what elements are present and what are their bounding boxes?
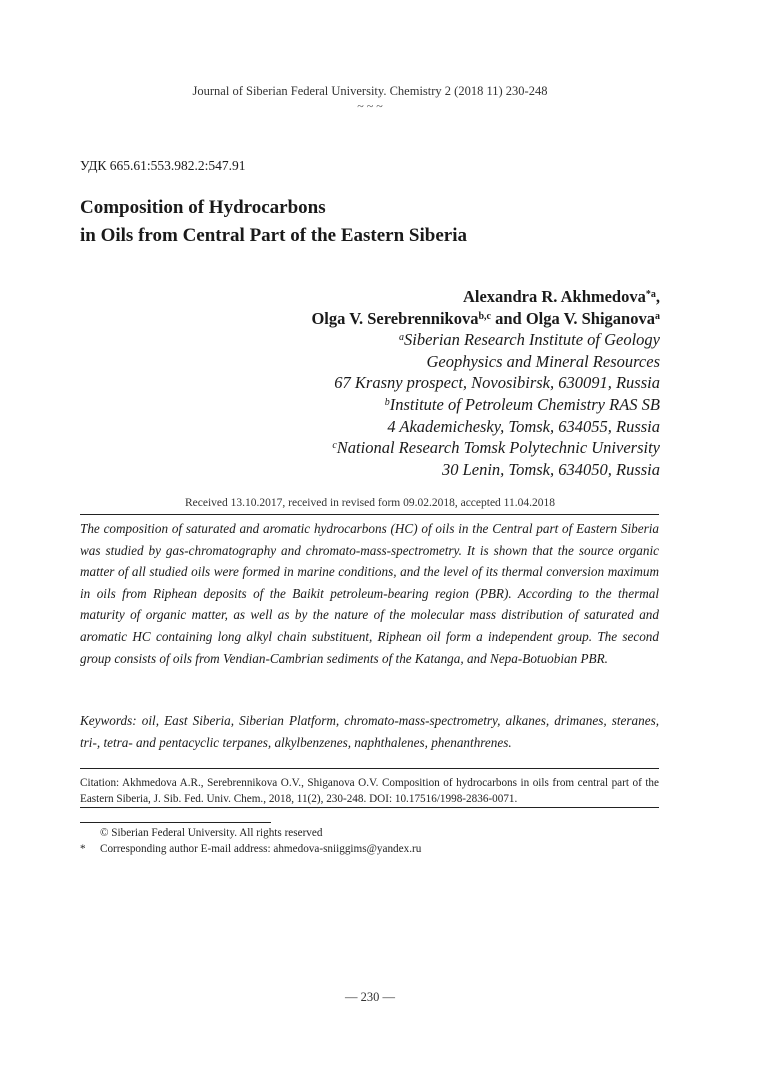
footnote-star: * bbox=[80, 842, 86, 855]
received-dates: Received 13.10.2017, received in revised form 09.02.2018, accepted 11.04.2018 bbox=[184, 497, 556, 509]
citation-top-rule bbox=[80, 768, 659, 769]
citation-bottom-rule bbox=[80, 807, 659, 808]
header-separator: ~ ~ ~ bbox=[357, 99, 383, 113]
author-name-akhmedova: Alexandra R. Akhmedova bbox=[462, 287, 646, 306]
abstract-top-rule bbox=[80, 514, 659, 515]
author-comma: , bbox=[655, 287, 660, 306]
affiliation-c-line-1 bbox=[311, 437, 660, 459]
author-name-shiganova: and Olga V. Shiganova bbox=[490, 308, 655, 328]
abstract-text: The composition of saturated and aromatic hydrocarbons (HC) of oils in the Central part of Eastern Siberia was studied by gas-chromatography and chromato-mass-spectrometry. It is shown that the source organic matter of all studied oils were formed in marine conditions, and the level of its thermal conversion maximum in oils from Riphean deposits of the Baikit petroleum-bearing region (PBR). According to the thermal maturity of organic matter, as well as by the nature of the molecular mass distribution of saturated and aromatic HC containing long alkyl chain substituent, Riphean oil form a independent group. The second group consists of oils from Vendian-Cambrian sediments of the Katanga, and Nepa-Botuobian PBR. bbox=[80, 521, 659, 666]
affiliation-c-mark: c bbox=[332, 440, 337, 452]
affiliation-c-name: National Research Tomsk Polytechnic University bbox=[336, 438, 660, 458]
journal-line: Journal of Siberian Federal University. Chemistry 2 (2018 11) 230-248 bbox=[192, 84, 548, 98]
author-line-1 bbox=[311, 286, 660, 308]
keywords-text: Keywords: oil, East Siberia, Siberian Platform, chromato-mass-spectrometry, alkanes, drimanes, steranes, tri-, tetra- and pentacyclic terpanes, alkylbenzenes, naphthalenes, phenanthrenes. bbox=[80, 713, 659, 750]
footnote-copyright bbox=[80, 826, 421, 842]
affiliation-a-name: Siberian Research Institute of Geology bbox=[404, 330, 660, 350]
affiliation-b-name: Institute of Petroleum Chemistry RAS SB bbox=[389, 394, 660, 414]
citation-text: Citation: Akhmedova A.R., Serebrennikova O.V., Shiganova O.V. Composition of hydrocarbons in oils from central part of the Eastern Siberia, J. Sib. Fed. Univ. Chem., 2018, 11(2), 230-248. DOI: 10.17516/1998-2836-0071. bbox=[80, 777, 659, 805]
affiliation-b-mark: b bbox=[384, 396, 390, 408]
page-number: — 230 — bbox=[345, 990, 395, 1004]
footnote-rule bbox=[80, 822, 271, 823]
author-sup-2: b,c bbox=[478, 310, 491, 322]
article-title bbox=[80, 194, 467, 250]
affiliation-c-address: 30 Lenin, Tomsk, 634050, Russia bbox=[441, 459, 660, 479]
footnote-copyright-spacer bbox=[80, 826, 100, 842]
affiliation-b-line-1 bbox=[311, 394, 660, 416]
affiliation-b-address: 4 Akademichesky, Tomsk, 634055, Russia bbox=[387, 416, 660, 436]
corresponding-author-text: Corresponding author E-mail address: ahmedova-sniiggims@yandex.ru bbox=[100, 842, 422, 855]
author-sup-3: a bbox=[655, 310, 660, 322]
footnote-corresponding bbox=[80, 842, 421, 858]
author-line-2 bbox=[311, 308, 660, 330]
udk-code: УДК 665.61:553.982.2:547.91 bbox=[80, 158, 246, 173]
author-sup-1: *a bbox=[645, 289, 656, 300]
journal-header bbox=[0, 84, 740, 111]
affiliation-a-mark: a bbox=[399, 332, 404, 344]
affiliation-a-line-2: Geophysics and Mineral Resources bbox=[426, 351, 660, 371]
title-line-1: Composition of Hydrocarbons bbox=[80, 197, 326, 218]
copyright-text: © Siberian Federal University. All rights reserved bbox=[100, 827, 323, 839]
footnotes bbox=[80, 826, 421, 857]
affiliation-a-line-1 bbox=[311, 329, 660, 351]
title-line-2: in Oils from Central Part of the Eastern Siberia bbox=[80, 225, 467, 246]
author-name-serebrennikova: Olga V. Serebrennikova bbox=[311, 308, 479, 328]
author-block bbox=[311, 286, 660, 480]
affiliation-a-address: 67 Krasny prospect, Novosibirsk, 630091, Russia bbox=[334, 373, 660, 393]
